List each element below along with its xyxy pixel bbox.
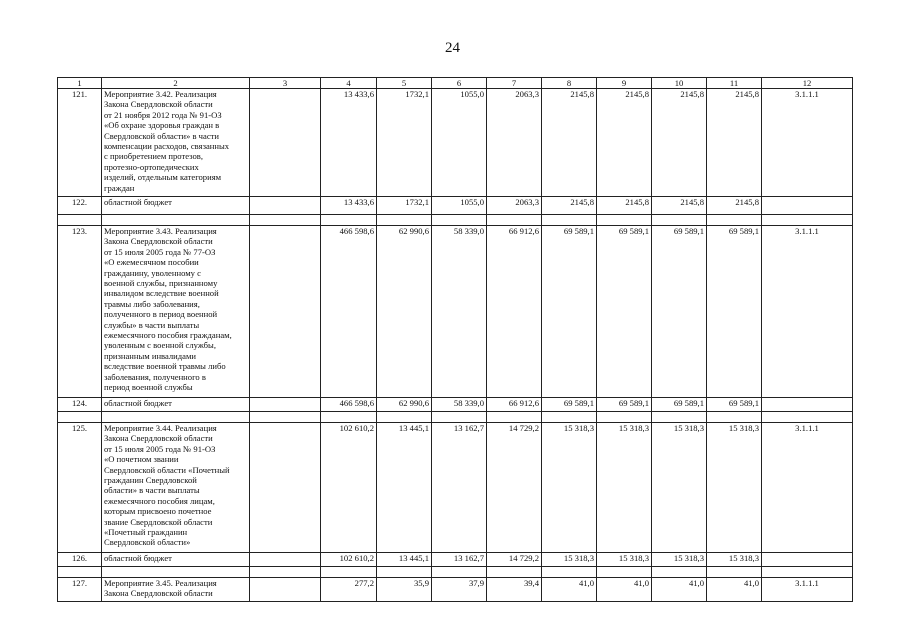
row-number-cell: 127. xyxy=(58,578,102,602)
value-col-11-cell: 2145,8 xyxy=(707,89,762,197)
spacer-cell xyxy=(250,412,321,423)
row-number-cell: 121. xyxy=(58,89,102,197)
value-col-6-cell: 13 162,7 xyxy=(432,553,487,567)
value-col-10-cell: 69 589,1 xyxy=(652,398,707,412)
table-row xyxy=(58,226,853,398)
spacer-cell xyxy=(542,412,597,423)
description-cell: областной бюджет xyxy=(102,197,250,215)
spacer-cell xyxy=(58,567,102,578)
header-row xyxy=(58,78,853,89)
value-col-4-cell: 466 598,6 xyxy=(321,398,377,412)
column-3-cell xyxy=(250,226,321,398)
column-3-cell xyxy=(250,89,321,197)
target-code-cell: 3.1.1.1 xyxy=(762,578,853,602)
value-col-10-cell: 2145,8 xyxy=(652,197,707,215)
value-col-11-cell: 2145,8 xyxy=(707,197,762,215)
value-col-10-cell: 2145,8 xyxy=(652,89,707,197)
spacer-cell xyxy=(377,412,432,423)
value-col-7-cell: 39,4 xyxy=(487,578,542,602)
value-col-10-cell: 15 318,3 xyxy=(652,423,707,553)
description-cell: областной бюджет xyxy=(102,553,250,567)
value-col-11-cell: 15 318,3 xyxy=(707,423,762,553)
value-col-4-cell: 277,2 xyxy=(321,578,377,602)
spacer-cell xyxy=(250,215,321,226)
spacer-cell xyxy=(707,412,762,423)
column-3-cell xyxy=(250,398,321,412)
value-col-8-cell: 15 318,3 xyxy=(542,423,597,553)
target-code-cell: 3.1.1.1 xyxy=(762,89,853,197)
row-number-cell: 125. xyxy=(58,423,102,553)
target-code-cell xyxy=(762,553,853,567)
value-col-10-cell: 69 589,1 xyxy=(652,226,707,398)
header-cell-8: 8 xyxy=(542,78,597,89)
description-cell: Мероприятие 3.43. Реализация Закона Свердловской области от 15 июля 2005 года № 77-ОЗ «О ежемесячном пособии гражданину, уволенному с военной службы, признанному инвалидом вследствие военной травмы либо заболевания, полученного в период военной службы» в части выплаты ежемесячного пособия гражданам, уволенным с военной службы, признанным инвалидами вследствие военной травмы либо заболевания, полученного в период военной службы xyxy=(102,226,250,398)
value-col-10-cell: 41,0 xyxy=(652,578,707,602)
spacer-cell xyxy=(377,567,432,578)
value-col-6-cell: 58 339,0 xyxy=(432,398,487,412)
spacer-cell xyxy=(432,412,487,423)
spacer-cell xyxy=(102,567,250,578)
column-3-cell xyxy=(250,197,321,215)
spacer-cell xyxy=(762,215,853,226)
spacer-cell xyxy=(487,412,542,423)
row-number-cell: 126. xyxy=(58,553,102,567)
table-row xyxy=(58,197,853,215)
value-col-11-cell: 69 589,1 xyxy=(707,226,762,398)
value-col-9-cell: 41,0 xyxy=(597,578,652,602)
value-col-5-cell: 62 990,6 xyxy=(377,226,432,398)
spacer-cell xyxy=(762,567,853,578)
column-3-cell xyxy=(250,553,321,567)
spacer-cell xyxy=(542,567,597,578)
value-col-7-cell: 66 912,6 xyxy=(487,398,542,412)
spacer-cell xyxy=(321,215,377,226)
value-col-10-cell: 15 318,3 xyxy=(652,553,707,567)
spacer-row xyxy=(58,412,853,423)
value-col-5-cell: 62 990,6 xyxy=(377,398,432,412)
spacer-cell xyxy=(707,215,762,226)
spacer-cell xyxy=(432,567,487,578)
header-cell-3: 3 xyxy=(250,78,321,89)
value-col-4-cell: 102 610,2 xyxy=(321,553,377,567)
target-code-cell: 3.1.1.1 xyxy=(762,423,853,553)
spacer-cell xyxy=(652,567,707,578)
value-col-8-cell: 15 318,3 xyxy=(542,553,597,567)
value-col-7-cell: 2063,3 xyxy=(487,89,542,197)
spacer-cell xyxy=(102,215,250,226)
value-col-8-cell: 2145,8 xyxy=(542,89,597,197)
header-cell-5: 5 xyxy=(377,78,432,89)
spacer-cell xyxy=(432,215,487,226)
spacer-row xyxy=(58,567,853,578)
row-number-cell: 124. xyxy=(58,398,102,412)
header-cell-11: 11 xyxy=(707,78,762,89)
value-col-4-cell: 13 433,6 xyxy=(321,197,377,215)
value-col-8-cell: 41,0 xyxy=(542,578,597,602)
value-col-8-cell: 69 589,1 xyxy=(542,226,597,398)
header-cell-2: 2 xyxy=(102,78,250,89)
table-row xyxy=(58,423,853,553)
value-col-9-cell: 2145,8 xyxy=(597,197,652,215)
value-col-4-cell: 466 598,6 xyxy=(321,226,377,398)
spacer-cell xyxy=(597,567,652,578)
value-col-5-cell: 1732,1 xyxy=(377,197,432,215)
spacer-cell xyxy=(102,412,250,423)
spacer-cell xyxy=(487,567,542,578)
spacer-cell xyxy=(250,567,321,578)
spacer-cell xyxy=(542,215,597,226)
header-cell-7: 7 xyxy=(487,78,542,89)
program-measures-table xyxy=(57,77,853,602)
column-3-cell xyxy=(250,578,321,602)
value-col-7-cell: 14 729,2 xyxy=(487,553,542,567)
value-col-9-cell: 69 589,1 xyxy=(597,398,652,412)
spacer-cell xyxy=(707,567,762,578)
target-code-cell xyxy=(762,197,853,215)
value-col-7-cell: 2063,3 xyxy=(487,197,542,215)
value-col-7-cell: 14 729,2 xyxy=(487,423,542,553)
spacer-cell xyxy=(487,215,542,226)
value-col-9-cell: 15 318,3 xyxy=(597,553,652,567)
value-col-9-cell: 15 318,3 xyxy=(597,423,652,553)
spacer-cell xyxy=(58,412,102,423)
value-col-8-cell: 69 589,1 xyxy=(542,398,597,412)
header-cell-10: 10 xyxy=(652,78,707,89)
header-cell-6: 6 xyxy=(432,78,487,89)
description-cell: областной бюджет xyxy=(102,398,250,412)
table-row xyxy=(58,398,853,412)
spacer-cell xyxy=(377,215,432,226)
value-col-7-cell: 66 912,6 xyxy=(487,226,542,398)
description-cell: Мероприятие 3.45. Реализация Закона Свердловской области xyxy=(102,578,250,602)
spacer-cell xyxy=(652,412,707,423)
value-col-11-cell: 41,0 xyxy=(707,578,762,602)
page-number: 24 xyxy=(445,40,460,56)
spacer-cell xyxy=(597,215,652,226)
value-col-9-cell: 2145,8 xyxy=(597,89,652,197)
row-number-cell: 123. xyxy=(58,226,102,398)
spacer-cell xyxy=(321,567,377,578)
value-col-11-cell: 15 318,3 xyxy=(707,553,762,567)
value-col-6-cell: 1055,0 xyxy=(432,89,487,197)
spacer-cell xyxy=(597,412,652,423)
spacer-cell xyxy=(321,412,377,423)
value-col-11-cell: 69 589,1 xyxy=(707,398,762,412)
target-code-cell xyxy=(762,398,853,412)
value-col-5-cell: 1732,1 xyxy=(377,89,432,197)
header-cell-12: 12 xyxy=(762,78,853,89)
value-col-5-cell: 13 445,1 xyxy=(377,423,432,553)
value-col-4-cell: 102 610,2 xyxy=(321,423,377,553)
value-col-6-cell: 13 162,7 xyxy=(432,423,487,553)
value-col-5-cell: 13 445,1 xyxy=(377,553,432,567)
header-cell-1: 1 xyxy=(58,78,102,89)
spacer-row xyxy=(58,215,853,226)
table-body xyxy=(58,78,853,602)
value-col-4-cell: 13 433,6 xyxy=(321,89,377,197)
description-cell: Мероприятие 3.44. Реализация Закона Свердловской области от 15 июля 2005 года № 91-ОЗ «О почетном звании Свердловской области «Почетный гражданин Свердловской области» в части выплаты ежемесячного пособия лицам, которым присвоено почетное звание Свердловской области «Почетный гражданин Свердловской области» xyxy=(102,423,250,553)
header-cell-4: 4 xyxy=(321,78,377,89)
table-row xyxy=(58,578,853,602)
value-col-9-cell: 69 589,1 xyxy=(597,226,652,398)
value-col-6-cell: 1055,0 xyxy=(432,197,487,215)
value-col-6-cell: 37,9 xyxy=(432,578,487,602)
value-col-8-cell: 2145,8 xyxy=(542,197,597,215)
target-code-cell: 3.1.1.1 xyxy=(762,226,853,398)
value-col-6-cell: 58 339,0 xyxy=(432,226,487,398)
table-row xyxy=(58,553,853,567)
description-cell: Мероприятие 3.42. Реализация Закона Свердловской области от 21 ноября 2012 года № 91-ОЗ «Об охране здоровья граждан в Свердловской области» в части компенсации расходов, связанных с приобретением протезов, протезно-ортопедических изделий, отдельным категориям граждан xyxy=(102,89,250,197)
header-cell-9: 9 xyxy=(597,78,652,89)
row-number-cell: 122. xyxy=(58,197,102,215)
spacer-cell xyxy=(652,215,707,226)
spacer-cell xyxy=(762,412,853,423)
column-3-cell xyxy=(250,423,321,553)
value-col-5-cell: 35,9 xyxy=(377,578,432,602)
spacer-cell xyxy=(58,215,102,226)
table-row xyxy=(58,89,853,197)
